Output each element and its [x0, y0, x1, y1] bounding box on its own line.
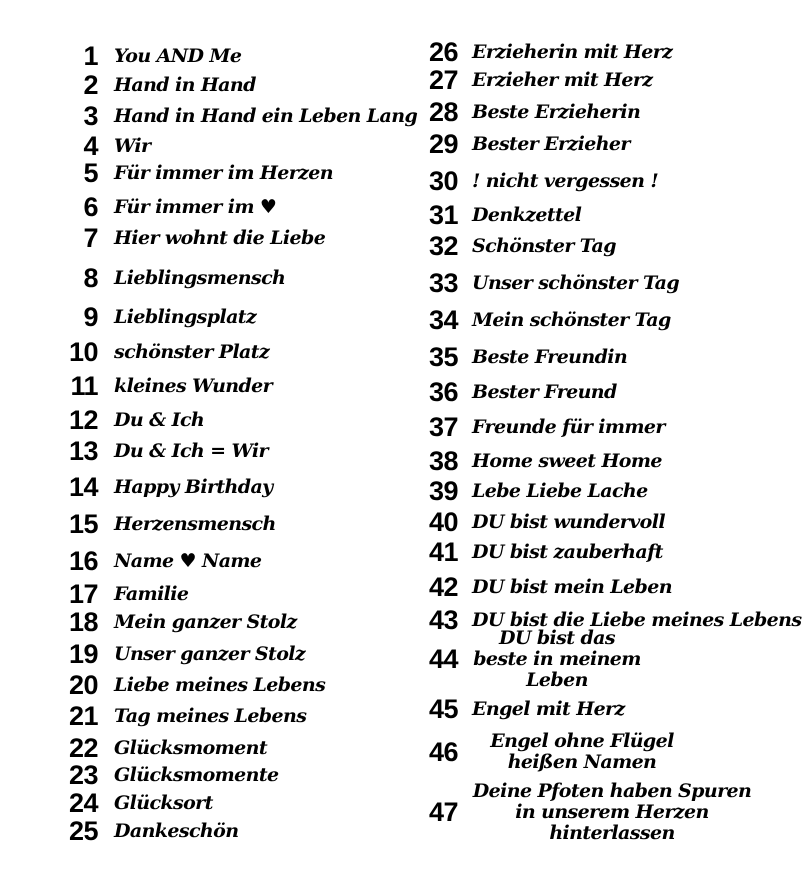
list-item	[56, 760, 279, 790]
list-item	[56, 579, 188, 609]
item-number: 38	[428, 445, 458, 476]
list-item	[418, 37, 672, 67]
item-text: Mein schönster Tag	[472, 309, 671, 331]
item-text: Beste Freundin	[472, 346, 628, 368]
item-number: 44	[428, 643, 458, 674]
item-text: Erzieherin mit Herz	[472, 41, 673, 63]
item-number: 47	[428, 796, 458, 827]
item-number: 28	[428, 96, 458, 127]
item-number: 12	[68, 404, 98, 435]
list-item	[418, 537, 663, 567]
list-item	[418, 166, 658, 196]
item-number: 43	[428, 604, 458, 635]
item-text: Happy Birthday	[114, 476, 273, 498]
item-text: ! nicht vergessen !	[472, 170, 659, 192]
list-item	[56, 546, 261, 576]
item-text: Hand in Hand	[114, 74, 256, 96]
item-text: Hand in Hand ein Leben Lang	[114, 105, 418, 127]
item-text: Hier wohnt die Liebe	[114, 227, 326, 249]
item-number: 17	[68, 578, 98, 609]
list-item	[418, 342, 627, 372]
list-item	[56, 192, 276, 222]
item-text: Engel ohne Flügel heißen Namen	[490, 730, 674, 773]
item-text: Familie	[114, 583, 189, 605]
item-text: Du & Ich = Wir	[114, 440, 268, 462]
item-number: 26	[428, 36, 458, 67]
list-item	[56, 733, 267, 763]
item-number: 42	[428, 571, 458, 602]
item-text: Home sweet Home	[472, 450, 662, 472]
item-text: Glücksort	[114, 792, 213, 814]
list-item	[418, 412, 665, 442]
item-text: Schönster Tag	[472, 235, 616, 257]
item-text: Dankeschön	[114, 820, 239, 842]
item-number: 40	[428, 506, 458, 537]
item-number: 27	[428, 64, 458, 95]
list-item	[56, 131, 150, 161]
list-item	[418, 779, 752, 844]
list-item	[418, 507, 665, 537]
list-item	[418, 97, 640, 127]
item-text: Engel mit Herz	[472, 698, 625, 720]
item-number: 9	[83, 301, 98, 332]
list-item	[56, 788, 213, 818]
item-text: Denkzettel	[472, 204, 582, 226]
list-item	[418, 305, 671, 335]
item-text: Deine Pfoten haben Spuren in unserem Herzen hinterlassen	[472, 779, 752, 844]
item-number: 18	[68, 606, 98, 637]
item-text: Lieblingsmensch	[114, 267, 286, 289]
item-text: DU bist die Liebe meines Lebens	[472, 609, 802, 631]
item-number: 33	[428, 267, 458, 298]
list-item	[56, 371, 272, 401]
item-number: 39	[428, 475, 458, 506]
item-number: 35	[428, 341, 458, 372]
item-number: 37	[428, 411, 458, 442]
item-number: 1	[83, 40, 98, 71]
item-text: You AND Me	[114, 45, 242, 67]
item-number: 46	[428, 736, 458, 767]
item-text: Glücksmomente	[114, 764, 279, 786]
list-item	[56, 509, 276, 539]
item-text: DU bist das beste in meinem Leben	[473, 626, 641, 691]
item-number: 23	[68, 759, 98, 790]
item-number: 2	[83, 69, 98, 100]
item-number: 10	[68, 336, 98, 367]
list-item	[418, 572, 672, 602]
list-item	[56, 436, 268, 466]
item-text: DU bist wundervoll	[472, 511, 665, 533]
item-number: 34	[428, 304, 458, 335]
item-number: 31	[428, 199, 458, 230]
list-item	[56, 302, 256, 332]
item-number: 32	[428, 230, 458, 261]
item-number: 36	[428, 376, 458, 407]
item-text: Name ♥ Name	[114, 550, 262, 572]
list-item	[56, 223, 325, 253]
item-text: Unser schönster Tag	[472, 272, 680, 294]
item-text: schönster Platz	[114, 341, 270, 363]
item-text: Wir	[114, 135, 151, 157]
item-text: Bester Erzieher	[472, 133, 630, 155]
item-text: Lebe Liebe Lache	[472, 480, 648, 502]
list-item	[418, 129, 630, 159]
list-item	[418, 268, 679, 298]
list-item	[56, 70, 256, 100]
list-item	[56, 41, 241, 71]
item-number: 19	[68, 638, 98, 669]
list-item	[56, 158, 333, 188]
item-number: 22	[68, 732, 98, 763]
item-text: Du & Ich	[114, 409, 205, 431]
item-text: Beste Erzieherin	[472, 101, 641, 123]
list-item	[418, 476, 648, 506]
item-number: 14	[68, 471, 98, 502]
item-number: 25	[68, 815, 98, 846]
list-item	[56, 472, 273, 502]
list-item	[418, 377, 617, 407]
item-text: Erzieher mit Herz	[472, 69, 653, 91]
list-item	[418, 446, 662, 476]
item-number: 21	[68, 700, 98, 731]
item-number: 8	[83, 262, 98, 293]
item-number: 16	[68, 545, 98, 576]
item-number: 30	[428, 165, 458, 196]
list-item	[56, 263, 285, 293]
item-text: Tag meines Lebens	[114, 705, 307, 727]
item-number: 15	[68, 508, 98, 539]
item-text: Liebe meines Lebens	[114, 674, 326, 696]
list-item	[418, 626, 642, 691]
item-number: 5	[83, 157, 98, 188]
item-number: 6	[83, 191, 98, 222]
list-item	[418, 231, 616, 261]
item-number: 45	[428, 693, 458, 724]
list-item	[418, 694, 625, 724]
item-number: 13	[68, 435, 98, 466]
item-text: Glücksmoment	[114, 737, 268, 759]
item-text: Freunde für immer	[472, 416, 665, 438]
list-item	[56, 701, 306, 731]
list-item	[56, 405, 204, 435]
item-text: Herzensmensch	[114, 513, 276, 535]
item-number: 11	[70, 370, 98, 401]
list-item	[56, 337, 269, 367]
item-text: Mein ganzer Stolz	[114, 611, 297, 633]
list-item	[56, 607, 297, 637]
item-text: Lieblingsplatz	[114, 306, 257, 328]
list-item	[418, 729, 692, 775]
item-number: 41	[428, 536, 458, 567]
item-text: DU bist zauberhaft	[472, 541, 663, 563]
list-item	[418, 200, 581, 230]
list-item	[56, 816, 238, 846]
list-item	[418, 65, 652, 95]
item-number: 3	[83, 100, 98, 131]
item-text: Für immer im ♥	[114, 196, 277, 218]
item-number: 4	[83, 130, 98, 161]
item-text: Für immer im Herzen	[114, 162, 334, 184]
item-number: 24	[68, 787, 98, 818]
item-number: 20	[68, 669, 98, 700]
item-number: 7	[83, 222, 98, 253]
item-text: Bester Freund	[472, 381, 617, 403]
item-number: 29	[428, 128, 458, 159]
list-item	[56, 639, 305, 669]
list-item	[56, 670, 325, 700]
item-text: kleines Wunder	[114, 375, 273, 397]
list-item	[56, 101, 417, 131]
item-text: Unser ganzer Stolz	[114, 643, 306, 665]
item-text: DU bist mein Leben	[472, 576, 672, 598]
